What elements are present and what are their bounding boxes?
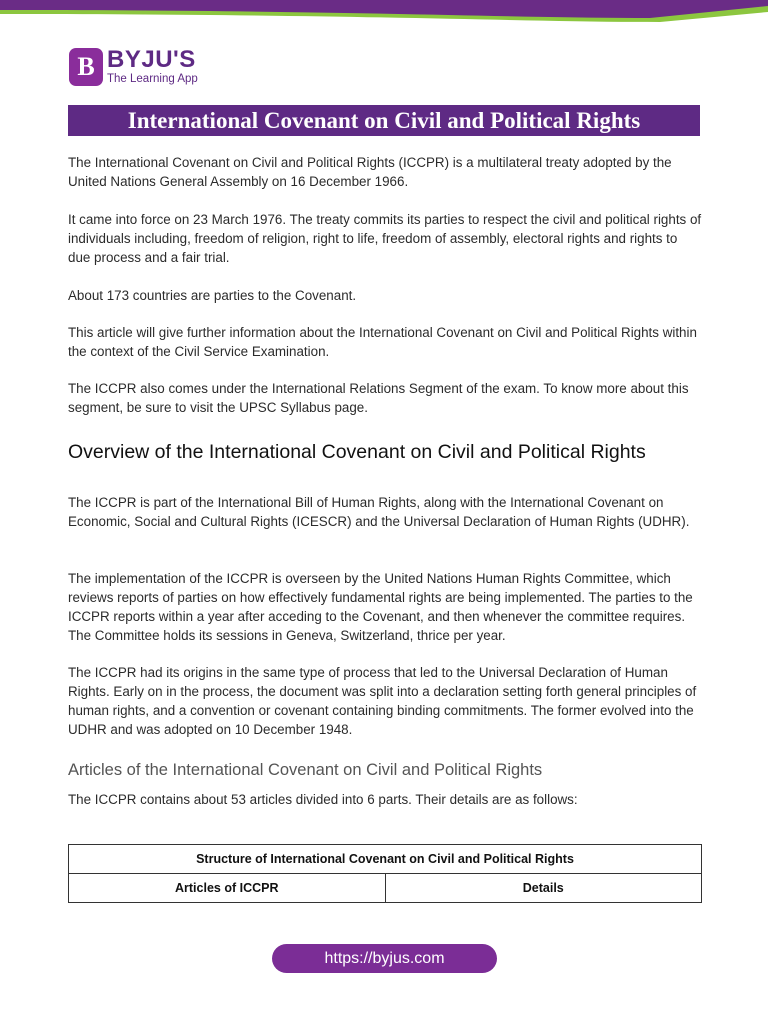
table-caption: Structure of International Covenant on Civil and Political Rights — [69, 845, 702, 874]
table-header-details: Details — [385, 874, 702, 903]
brand-tagline: The Learning App — [107, 73, 198, 85]
intro-paragraph-3: About 173 countries are parties to the Covenant. — [68, 288, 357, 303]
articles-intro: The ICCPR contains about 53 articles divided into 6 parts. Their details are as follows: — [68, 792, 578, 807]
overview-paragraph-2: The implementation of the ICCPR is overseen by the United Nations Human Rights Committee, which reviews reports of parties on how effectively fundamental rights are being implemented. The parties to the ICCPR reports within a year after acceding to the Covenant, and then whenever the committee requires. The Committee holds its sessions in Geneva, Switzerland, thrice per year. — [68, 571, 693, 643]
articles-heading: Articles of the International Covenant on Civil and Political Rights — [68, 761, 543, 779]
structure-table — [68, 844, 702, 903]
table-caption-row — [69, 845, 702, 874]
intro-paragraph-1: The International Covenant on Civil and Political Rights (ICCPR) is a multilateral treaty adopted by the United Nations General Assembly on 16 December 1966. — [68, 155, 672, 189]
footer-url-link[interactable]: https://byjus.com — [272, 944, 497, 973]
intro-paragraph-5: The ICCPR also comes under the International Relations Segment of the exam. To know more about this segment, be sure to visit the UPSC Syllabus page. — [68, 381, 689, 415]
page-title: International Covenant on Civil and Political Rights — [68, 105, 700, 136]
logo-mark-icon: B — [69, 48, 103, 86]
intro-paragraph-2: It came into force on 23 March 1976. The treaty commits its parties to respect the civil and political rights of individuals including, freedom of religion, right to life, freedom of assembly, electoral rights and rights to due process and a fair trial. — [68, 212, 702, 265]
intro-paragraph-4: This article will give further information about the International Covenant on Civil and Political Rights within the context of the Civil Service Examination. — [68, 325, 697, 359]
table-header-articles: Articles of ICCPR — [69, 874, 386, 903]
byjus-logo[interactable] — [69, 47, 198, 87]
overview-paragraph-1: The ICCPR is part of the International Bill of Human Rights, along with the International Covenant on Economic, Social and Cultural Rights (ICESCR) and the Universal Declaration of Human Rights (UDHR). — [68, 495, 690, 529]
overview-heading: Overview of the International Covenant on Civil and Political Rights — [68, 441, 646, 463]
top-decorative-band — [0, 0, 768, 24]
table-header-row — [69, 874, 702, 903]
overview-paragraph-3: The ICCPR had its origins in the same type of process that led to the Universal Declaration of Human Rights. Early on in the process, the document was split into a declaration setting forth general principles of human rights, and a convention or covenant containing binding commitments. The former evolved into the UDHR and was adopted on 10 December 1948. — [68, 665, 697, 737]
brand-name: BYJU'S — [107, 46, 196, 73]
